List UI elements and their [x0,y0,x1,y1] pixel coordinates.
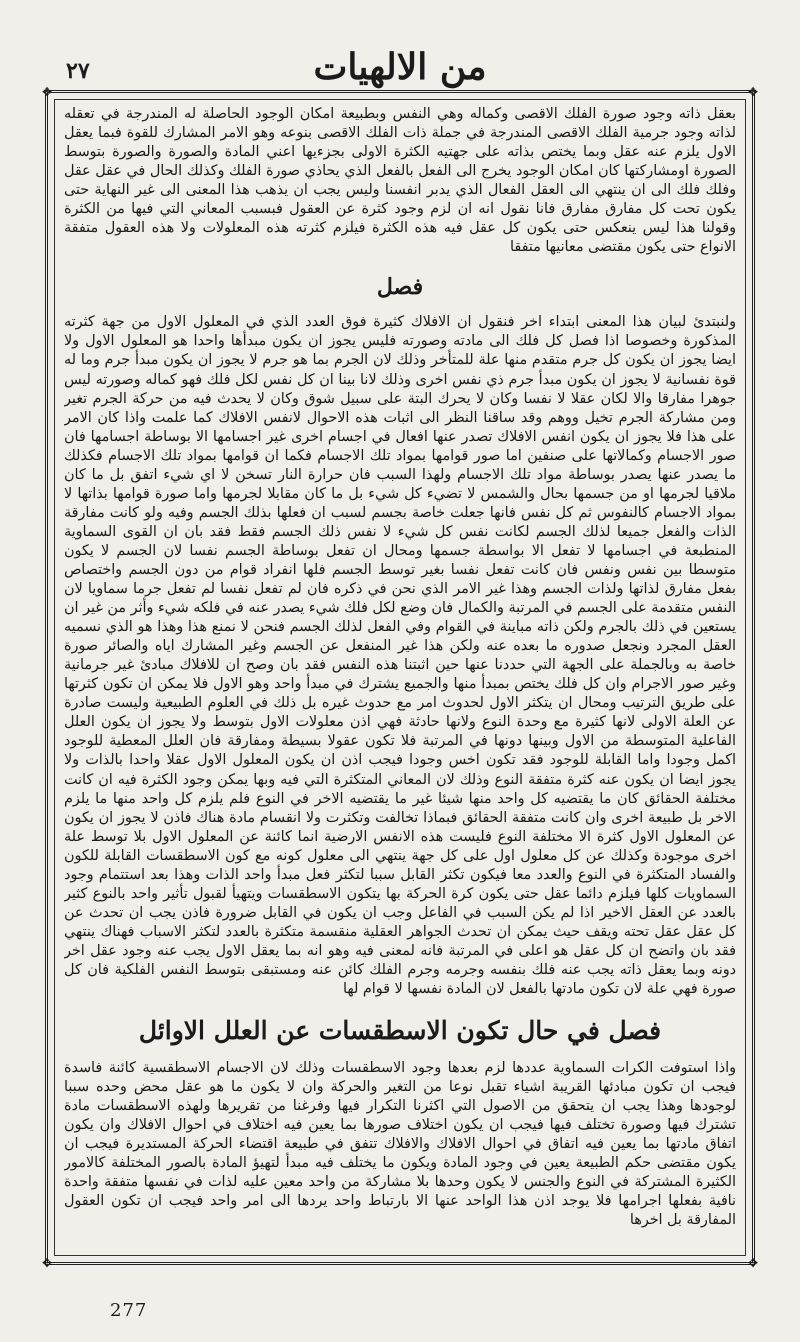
running-title: من الالهيات [313,46,487,88]
corner-ornament-icon: ✥ [41,85,53,99]
section-paragraph-elements: واذا استوفت الكرات السماوية عددها لزم بعدها وجود الاسطقسات وذلك لان الاجسام الاسطقسية كائنة فاسدة فيجب ان تكون مبادئها القريبة اشياء تقبل نوعا من التغير والحركة وان لا يكون ما هو عقل محض وحده سببا لوجودها وهذا يجب ان يتحقق من الاصول التي اكثرنا التكرار فيها وفرغنا من تقريرها ولهذه الاسطقسات مادة تشترك فيها وصورة تختلف فيها فيجب ان يكون اختلاف صورها بما يعين فيه اختلاف في احوال الافلاك وان يكون اتفاق مادتها بما يعين فيه اتفاق في احوال الافلاك والافلاك تتفق في طبيعة اقتضاء الحركة المستديرة فيجب ان يكون مقتضى حكم الطبيعة يعين في وجود المادة ويكون ما يختلف فيه مبدأ لتهيؤ المادة بالصور المختلفة كالامور الكثيرة المشتركة في النوع والجنس لا يكون وحدها بلا مشاركة من واحد معين عليه لذات في نفسها متفقة واحدة نافية بفعلها اجرامها فلا يوجد اذن هذا الواحد عنها الا بارتباط واحد يردها الى امر واحد فيجب ان تكون العقول المفارقة بل اخرها [64,1060,736,1229]
intro-paragraph: بعقل ذاته وجود صورة الفلك الاقصى وكماله وهي النفس وبطبيعة امكان الوجود الحاصلة له المندرجة في تعقله لذاته وجود جرمية الفلك الاقصى المندرجة في جملة ذات الفلك الاقصى بنوعه وهو الامر المشارك للقوة فبما يعقل الاول يلزم عنه عقل وبما يختص بذاته على جهتيه الكثرة الاولى بجزءيها اعني المادة والصورة والصورة بتوسط الصورة اومشاركتها كان امكان الوجود يخرج الى الفعل بالفعل الذي يحاذي صورة الفلك وكذلك الحال في عقل عقل وفلك فلك الى ان ينتهي الى العقل الفعال الذي يدبر انفسنا وليس يجب ان يذهب هذا المعنى الى غير النهاية حتى يكون تحت كل مفارق مفارق فانا نقول انه ان لزم وجود كثرة عن العقول فبسبب المعاني التي فيها من الكثرة وقولنا هذا ليس ينعكس حتى يكون كل عقل فيه هذه الكثرة فيلزم كثرته هذه المعلولات ولا هذه العقول متفقة الانواع حتى يكون مقتضى معانيها متفقا [64,106,736,256]
corner-ornament-icon: ✥ [747,85,759,99]
section-heading: فصل [376,274,424,301]
section-paragraph: ولنبتدئ لبيان هذا المعنى ابتداء اخر فنقول ان الافلاك كثيرة فوق العدد الذي في المعلول الاول من جهة كثرته المذكورة وخصوصا اذا فصل كل فلك الى مادته وصورته فليس يجوز ان يكون مبدأها واحدا هو المعلول الاول ولا ايضا يجوز ان يكون كل جرم متقدم منها علة للمتأخر وذلك لان الجرم بما هو جرم لا يجوز ان يكون مبدأ جرم وما له قوة نفسانية لا يجوز ان يكون مبدأ جرم ذي نفس اخرى وذلك لانا بينا ان كل نفس لكل فلك فهو كماله وصورته ليس جوهرا مفارقا والا لكان عقلا لا نفسا وكان لا يحرك البتة على سبيل شوق وكان لا يحدث فيه من حركة الجرم تغير ومن مشاركة الجرم تخيل ووهم وقد ساقنا النظر الى اثبات هذه الاحوال لانفس الافلاك كما علمت واذا كان الامر على هذا فلا يجوز ان يكون انفس الافلاك تصدر عنها افعال في اجسام اخرى غير اجسامها الا بوساطة اجسامها فان صور الاجسام وكمالاتها على صنفين اما صور قوامها بمواد تلك الاجسام فكما ان قوامها بمواد تلك الاجسام فكذلك ما يصدر عنها يصدر بوساطة مواد تلك الاجسام ولهذا السبب فان حرارة النار تسخن لا اي شيء اتفق بل ما كان ملاقيا لجرمها او من جسمها بحال والشمس لا تضيء كل شيء بل ما كان مقابلا لجرمها واما صورة قوامها بذاتها لا بمواد الاجسام كالنفوس ثم كل نفس فانها جعلت خاصة بجسم لسبب ان فعلها بذلك الجسم وفيه ولو كانت مفارقة الذات والفعل جميعا لذلك الجسم لكانت نفس كل شيء لا نفس ذلك الجسم فقط فقد بان ان القوى السماوية المنطبعة في اجسامها لا تفعل الا بواسطة جسمها ومحال ان تفعل بوساطة الجسم نفسا لان الجسم لا يكون متوسطا بين نفس ونفس فان كانت تفعل نفسا بغير توسط الجسم فلها انفراد قوام من دون الجسم واختصاص بفعل مفارق لذاتها ولذات الجسم وهذا غير الامر الذي نحن في ذكره فان لم تفعل نفسا لم تفعل جرما سماويا لان النفس متقدمة على الجسم في المرتبة والكمال فان وضع لكل فلك شيء يصدر عنه في فلكه شيء وأثر من غير ان يستعين في ذلك بالجرم ولكن ذاته مباينة في القوام وفي الفعل لذلك الجسم فنحن لا نمنع هذا وهذا هو الذي نسميه العقل المجرد ونجعل صدوره ما بعده عنه ولكن هذا غير المنفعل عن الجسم وغير المشارك اياه والصائر صورة خاصة به وبالجملة على الجهة التي حددنا عنها حين اثبتنا هذه النفس فقد بان وصح ان للافلاك مبادئ غير جرمانية وغير صور الاجرام وان كل فلك يختص بمبدأ منها والجميع يشترك في مبدأ واحد وهو الاول فلا يمكن ان تكون كثرتها على طريق الترتيب ومحال ان يتكثر الاول لحدوث امر مع حدوث غيره بل ذلك في العلوم الطبيعية وليست صادرة عن العلة الاولى لانها كثيرة مع وحدة النوع ولانها حادثة فهي اذن معلولات الاول بتوسط ولا يجوز ان يكون العلل الفاعلية المتوسطة من الاول وبينها دونها في المرتبة فلا تكون عقولا بسيطة ومفارقة فان العلل المعطية للوجود اكمل وجودا واما القابلة للوجود فقد تكون اخس وجودا فيجب اذن ان يكون المعلول الاول عقلا واحدا بالذات ولا يجوز ايضا ان يكون عنه كثرة متفقة النوع وذلك لان المعاني المتكثرة التي فيه وبها يمكن وجود الكثرة فيه ان كانت مختلفة الحقائق كان ما يقتضيه كل واحد منها شيئا غير ما يقتضيه الاخر في النوع فلم يلزم كل واحد منها ما يلزم الاخر بل طبيعة اخرى وان كانت متفقة الحقائق فبماذا تخالفت وتكثرت ولا انقسام مادة هناك فاذن لا يجوز ان يكون عن المعلول الاول كثرة الا مختلفة النوع فليست هذه الانفس الارضية انما كائنة عن المعلول الاول بلا توسط علة اخرى موجودة وكذلك عن كل معلول اول على كل جهة ينتهي الى معلول كونه مع كون الاسطقسات القابلة للكون والفساد المتكثرة في النوع والعدد معا فيكون تكثر القابل سببا لتكثر فعل مبدأ واحد الذات وهذا بعد استتمام وجود السماويات كلها فيلزم دائما عقل حتى يكون كرة الحركة بها يتكون الاسطقسات ويتهيأ لقبول تأثير واحد بالنوع كثير بالعدد عن العقل الاخير اذا لم يكن السبب في الفاعل وجب ان يكون في القابل ضرورة فاذن يجب ان تحدث عن كل عقل عقل تحته ويقف حيث يمكن ان تحدث الجواهر العقلية منقسمة متكثرة بالعدد لتكثر الاسباب فهناك ينتهي فقد بان واتضح ان كل عقل هو اعلى في المرتبة فانه لمعنى فيه وهو انه بما يعقل الاول يجب عنه وجود عقل اخر دونه وبما يعقل ذاته يجب عنه فلك بنفسه وجرمه وجرم الفلك كائن عنه ومستبقى بتوسط النفس الفلكية فان كل صورة فهي علة لان تكون مادتها بالفعل لان المادة نفسها لا قوام لها [64,314,736,998]
main-text [64,105,736,1252]
corner-ornament-icon: ✥ [747,1256,759,1270]
page-border-frame [41,85,759,1270]
section-heading-elements: فصل في حال تكون الاسطقسات عن العلل الاوائل [138,1016,662,1046]
page-number-top: ٢٧ [66,58,90,84]
corner-ornament-icon: ✥ [41,1256,53,1270]
page-number-bottom: 277 [110,1300,148,1321]
